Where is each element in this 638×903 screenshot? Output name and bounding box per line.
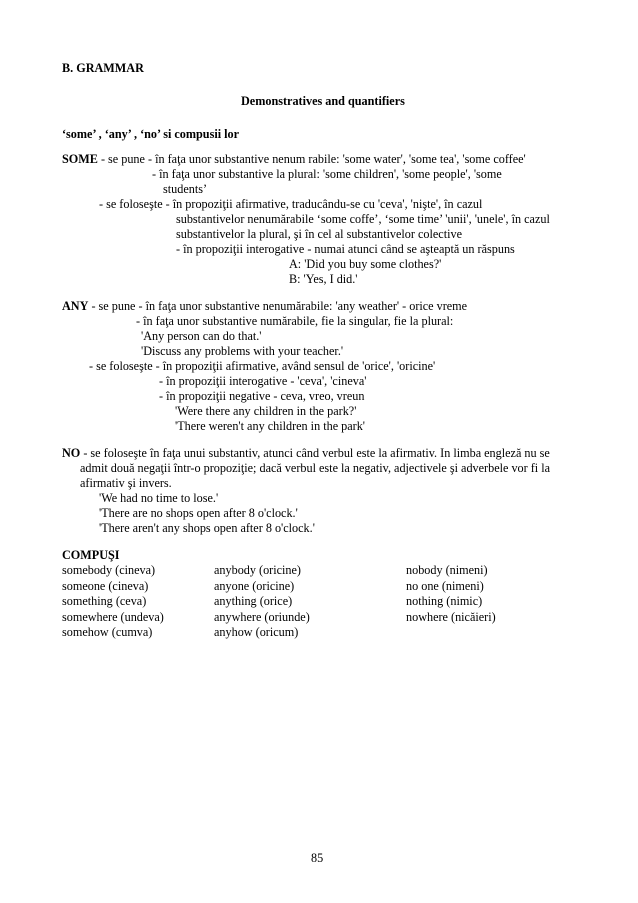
some-term: SOME bbox=[62, 152, 98, 166]
section-title: B. GRAMMAR bbox=[62, 61, 144, 75]
topic-heading: ‘some’ , ‘any’ , ‘no’ si compusii lor bbox=[62, 127, 240, 141]
some-line-6: substantivelor la plural, şi în cel al substantivelor colective bbox=[176, 227, 462, 241]
compounds-column-no bbox=[406, 563, 496, 625]
no-example-3: 'There aren't any shops open after 8 o'clock.' bbox=[99, 521, 315, 535]
compound-item: something (ceva) bbox=[62, 594, 147, 608]
some-line-1: SOME - se pune - în faţa unor substantive nenum rabile: 'some water', 'some tea', 'some coffee' bbox=[62, 152, 526, 166]
compounds-column-any bbox=[214, 563, 310, 641]
compound-item: anywhere (oriunde) bbox=[214, 609, 310, 624]
no-example-1: 'We had no time to lose.' bbox=[99, 491, 219, 505]
no-line-3: afirmativ şi invers. bbox=[80, 476, 172, 490]
compounds-heading: COMPUŞI bbox=[62, 548, 120, 562]
any-line-6: - în propoziţii interogative - 'ceva', 'cineva' bbox=[159, 374, 367, 388]
page-subtitle: Demonstratives and quantifiers bbox=[241, 94, 405, 108]
compound-item: somewhere (undeva) bbox=[62, 609, 164, 624]
any-example-1: 'Any person can do that.' bbox=[141, 329, 262, 343]
any-line-2: - în faţa unor substantive numărabile, fie la singular, fie la plural: bbox=[136, 314, 454, 328]
no-example-2: 'There are no shops open after 8 o'clock.' bbox=[99, 506, 298, 520]
some-line-2: - în faţa unor substantive la plural: 'some children', 'some people', 'some bbox=[152, 167, 502, 181]
some-line-3: students’ bbox=[163, 182, 208, 196]
compound-item: someone (cineva) bbox=[62, 578, 149, 593]
any-line-7: - în propoziţii negative - ceva, vreo, vreun bbox=[159, 389, 365, 403]
some-line-5: substantivelor nenumărabile ‘some coffe’, ‘some time’ 'unii', 'unele', în cazul bbox=[176, 212, 550, 226]
no-term: NO bbox=[62, 446, 81, 460]
some-line-7: - în propoziţii interogative - numai atunci când se aşteaptă un răspuns bbox=[176, 242, 515, 256]
no-line-1: NO - se foloseşte în faţa unui substantiv, atunci când verbul este la afirmativ. In limba engleză nu se bbox=[62, 446, 550, 460]
any-example-2: 'Discuss any problems with your teacher.' bbox=[141, 344, 344, 358]
any-example-3: 'Were there any children in the park?' bbox=[175, 404, 357, 418]
compound-item: somehow (cumva) bbox=[62, 625, 153, 639]
any-line-5: - se foloseşte - în propoziţii afirmative, având sensul de 'orice', 'oricine' bbox=[89, 359, 436, 373]
compounds-column-some bbox=[62, 563, 164, 641]
compound-item: anyone (oricine) bbox=[214, 578, 295, 593]
any-example-4: 'There weren't any children in the park' bbox=[175, 419, 365, 433]
compound-item: anything (orice) bbox=[214, 594, 293, 608]
compound-item: no one (nimeni) bbox=[406, 578, 484, 593]
some-example-a: A: 'Did you buy some clothes?' bbox=[289, 257, 442, 271]
compound-item: anybody (oricine) bbox=[214, 563, 301, 577]
compound-item: nobody (nimeni) bbox=[406, 563, 488, 577]
compound-item: nothing (nimic) bbox=[406, 594, 483, 608]
page-number: 85 bbox=[311, 851, 324, 865]
some-example-b: B: 'Yes, I did.' bbox=[289, 272, 358, 286]
any-term: ANY bbox=[62, 299, 89, 313]
compound-item: somebody (cineva) bbox=[62, 563, 156, 577]
some-line-4: - se foloseşte - în propoziţii afirmative, traducându-se cu 'ceva', 'nişte', în cazul bbox=[99, 197, 483, 211]
compound-item: nowhere (nicăieri) bbox=[406, 609, 496, 624]
no-line-2: admit două negaţii într-o propoziţie; dacă verbul este la negativ, adjectivele şi adverbele vor fi la bbox=[80, 461, 551, 475]
any-line-1: ANY - se pune - în faţa unor substantive nenumărabile: 'any weather' - orice vreme bbox=[62, 299, 468, 313]
compound-item: anyhow (oricum) bbox=[214, 625, 299, 639]
